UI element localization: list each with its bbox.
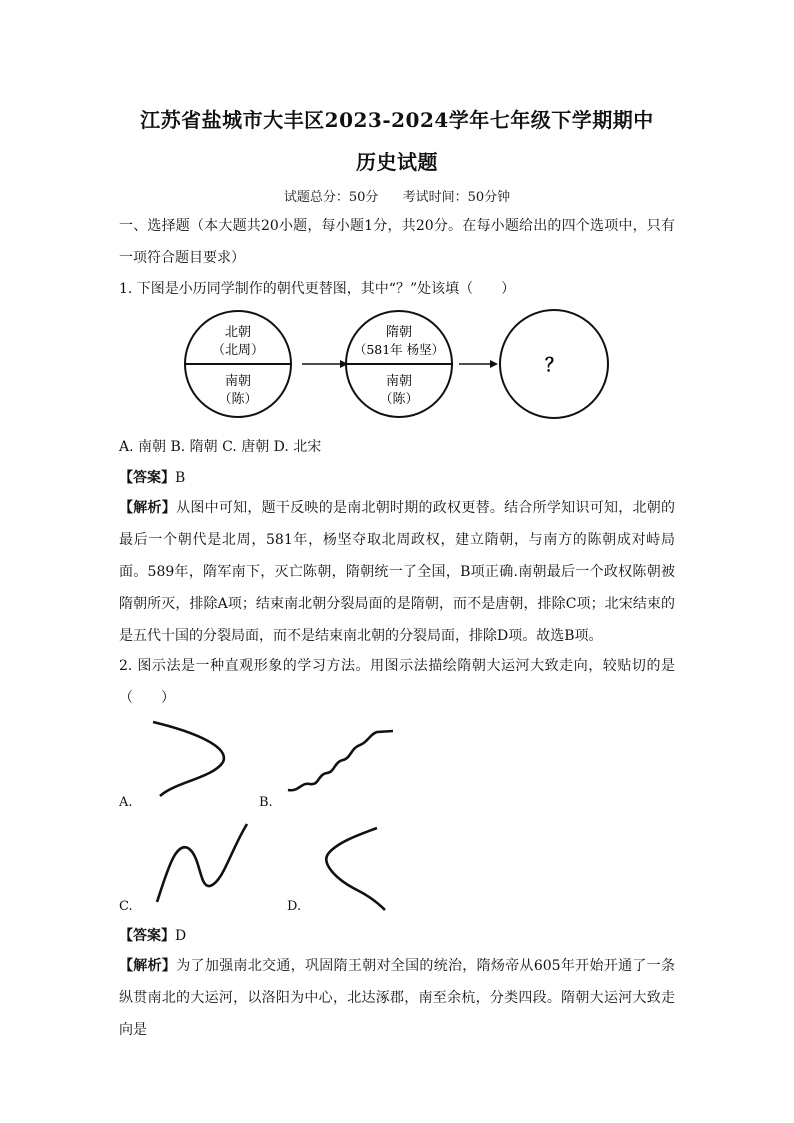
analysis-tag: 【解析】 <box>119 958 177 974</box>
exam-time: 考试时间：50分钟 <box>402 190 511 205</box>
option-a-curve <box>153 722 224 796</box>
arrow-2 <box>459 360 498 368</box>
analysis-tag: 【解析】 <box>119 500 177 516</box>
option-b-curve <box>288 731 393 790</box>
circle-northern-southern <box>185 311 291 417</box>
analysis-text: 从图中可知，题干反映的是南北朝时期的政权更替。结合所学知识可知，北朝的最后一个朝代是北周，581年，杨坚夺取北周政权，建立隋朝，与南方的陈朝成对峙局面。589年，隋军南下，灭亡陈朝，隋朝统一了全国，B项正确.南朝最后一个政权陈朝被隋朝所灭，排除A项；结束南北朝分裂局面的是隋朝，而不是唐朝，排除C项；北宋结束的是五代十国的分裂局面，而不是结束南北朝的分裂局面，排除D项。故选B项。 <box>119 500 676 644</box>
answer-tag: 【答案】 <box>119 928 175 944</box>
analysis-text: 为了加强南北交通，巩固隋王朝对全国的统治，隋炀帝从605年开始开通了一条纵贯南北的大运河，以洛阳为中心，北达涿郡，南至余杭，分类四段。隋朝大运河大致走向是 <box>119 958 675 1038</box>
q2-stem: 2. 图示法是一种直观形象的学习方法。用图示法描绘隋朝大运河大致走向，较贴切的是（ ） <box>119 658 675 706</box>
c1-bot-a: 南朝 <box>224 374 252 389</box>
option-c-curve <box>157 824 247 902</box>
dynasty-diagram <box>180 308 620 424</box>
circle-sui-southern <box>346 311 452 417</box>
total-score: 试题总分：50分 <box>283 190 379 205</box>
q2-option-c-label: C. <box>119 899 133 914</box>
c1-top-a: 北朝 <box>224 325 252 340</box>
circle-unknown <box>500 310 608 418</box>
c2-bot-a: 南朝 <box>385 374 413 389</box>
q2-option-b-label: B. <box>259 795 273 810</box>
page-title: 江苏省盐城市大丰区2023-2024学年七年级下学期期中 <box>140 108 654 132</box>
section-intro: 一、选择题（本大题共20小题，每小题1分，共20分。在每小题给出的四个选项中，只有一项符合题目要求） <box>119 218 675 266</box>
c1-top-b: （北周） <box>211 343 265 358</box>
c2-bot-b: （陈） <box>379 392 419 407</box>
q2-option-d-label: D. <box>287 899 302 914</box>
q1-stem: 1. 下图是小历同学制作的朝代更替图，其中“？”处该填（ ） <box>119 281 516 297</box>
c2-top-b: （581年 杨坚） <box>353 342 445 357</box>
q2-answer <box>119 925 186 945</box>
page-subtitle: 历史试题 <box>356 150 438 174</box>
answer-value: B <box>175 470 186 486</box>
answer-tag: 【答案】 <box>119 470 175 486</box>
q1-options: A. 南朝 B. 隋朝 C. 唐朝 D. 北宋 <box>119 439 322 455</box>
arrow-1 <box>302 360 348 368</box>
q1-answer <box>119 467 185 487</box>
c2-top-a: 隋朝 <box>385 325 413 340</box>
c1-bot-b: （陈） <box>218 392 258 407</box>
canal-options <box>115 712 405 912</box>
option-d-curve <box>326 828 385 910</box>
exam-meta <box>0 186 794 205</box>
question-mark: ？ <box>545 355 563 376</box>
q2-option-a-label: A. <box>119 795 133 810</box>
answer-value: D <box>175 928 187 944</box>
q2-analysis <box>119 950 675 1046</box>
q1-analysis <box>119 492 675 652</box>
